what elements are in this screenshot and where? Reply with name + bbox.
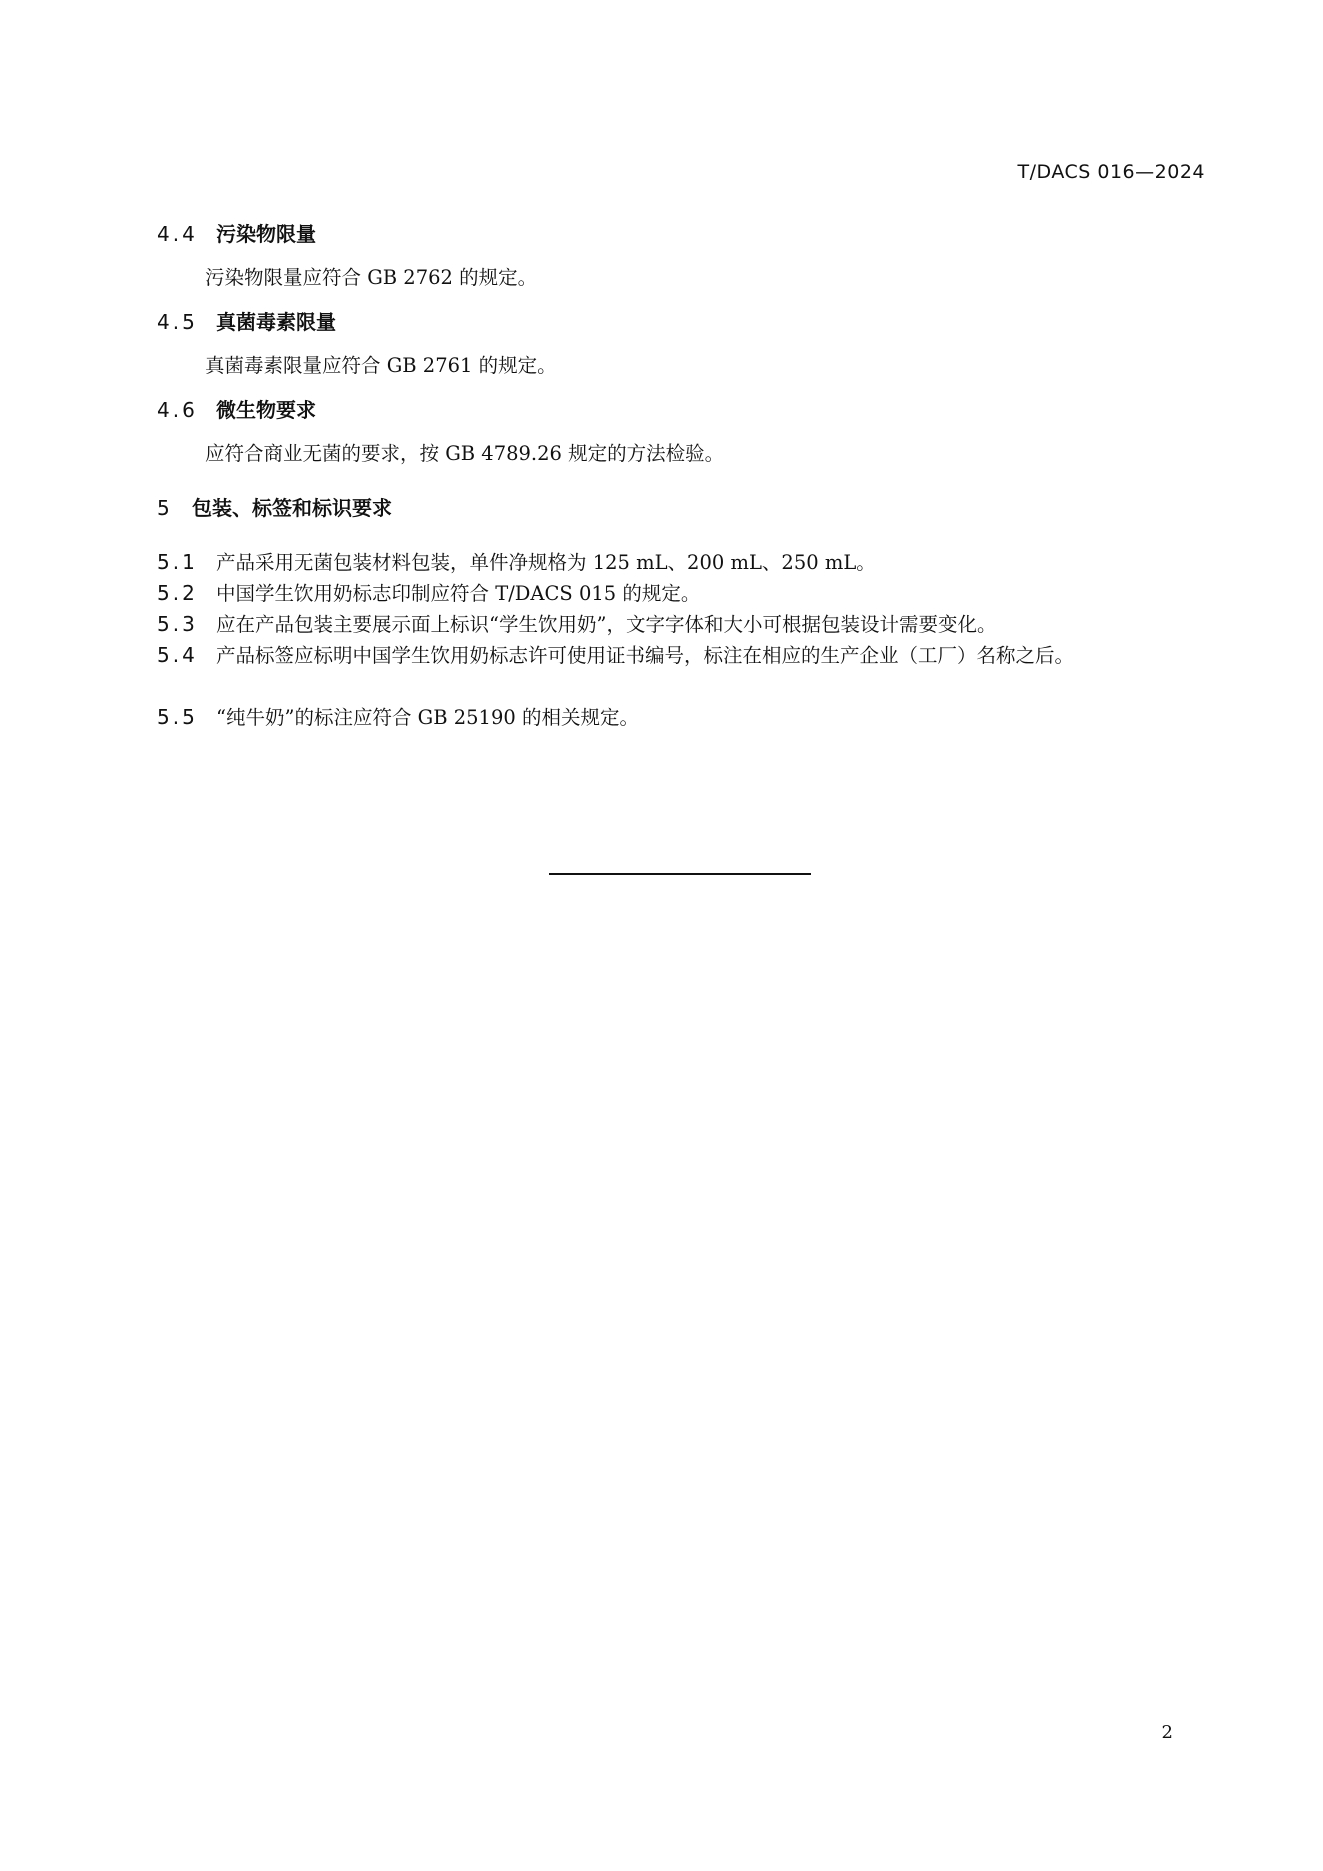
clause-text-4-6: 应符合商业无菌的要求，按 GB 4789.26 规定的方法检验。 <box>205 442 725 465</box>
clause-heading-4-6 <box>157 394 316 423</box>
page-number: 2 <box>1161 1722 1173 1743</box>
section-title: 包装、标签和标识要求 <box>192 496 392 520</box>
list-item-5-1 <box>157 547 1204 578</box>
end-of-document-rule <box>549 873 811 875</box>
item-text: 中国学生饮用奶标志印制应符合 T/DACS 015 的规定。 <box>216 582 701 605</box>
clause-heading-4-5 <box>157 306 336 335</box>
list-item-5-4 <box>157 640 1204 671</box>
section-number: 5 <box>157 496 170 520</box>
list-item-5-5 <box>157 702 1204 733</box>
item-text: 产品标签应标明中国学生饮用奶标志许可使用证书编号，标注在相应的生产企业（工厂）名称之后。 <box>216 644 1075 667</box>
document-code: T/DACS 016—2024 <box>1017 161 1205 183</box>
list-item-5-3 <box>157 609 1204 640</box>
list-item-5-2 <box>157 578 1204 609</box>
clause-title: 微生物要求 <box>216 398 316 422</box>
item-text: “纯牛奶”的标注应符合 GB 25190 的相关规定。 <box>216 706 639 729</box>
item-number: 5.3 <box>157 612 198 636</box>
clause-number: 4.6 <box>157 398 198 422</box>
clause-title: 污染物限量 <box>216 222 316 246</box>
item-text: 应在产品包装主要展示面上标识“学生饮用奶”，文字字体和大小可根据包装设计需要变化。 <box>216 613 997 636</box>
item-text: 产品采用无菌包装材料包装，单件净规格为 125 mL、200 mL、250 mL。 <box>216 551 876 574</box>
item-number: 5.2 <box>157 581 198 605</box>
item-number: 5.4 <box>157 643 198 667</box>
clause-title: 真菌毒素限量 <box>216 310 336 334</box>
clause-text-4-5: 真菌毒素限量应符合 GB 2761 的规定。 <box>205 354 557 377</box>
section-heading-5 <box>157 492 392 521</box>
clause-heading-4-4 <box>157 218 316 247</box>
clause-text-4-4: 污染物限量应符合 GB 2762 的规定。 <box>205 266 538 289</box>
clause-number: 4.4 <box>157 222 198 246</box>
clause-number: 4.5 <box>157 310 198 334</box>
item-number: 5.1 <box>157 550 198 574</box>
item-number: 5.5 <box>157 705 198 729</box>
